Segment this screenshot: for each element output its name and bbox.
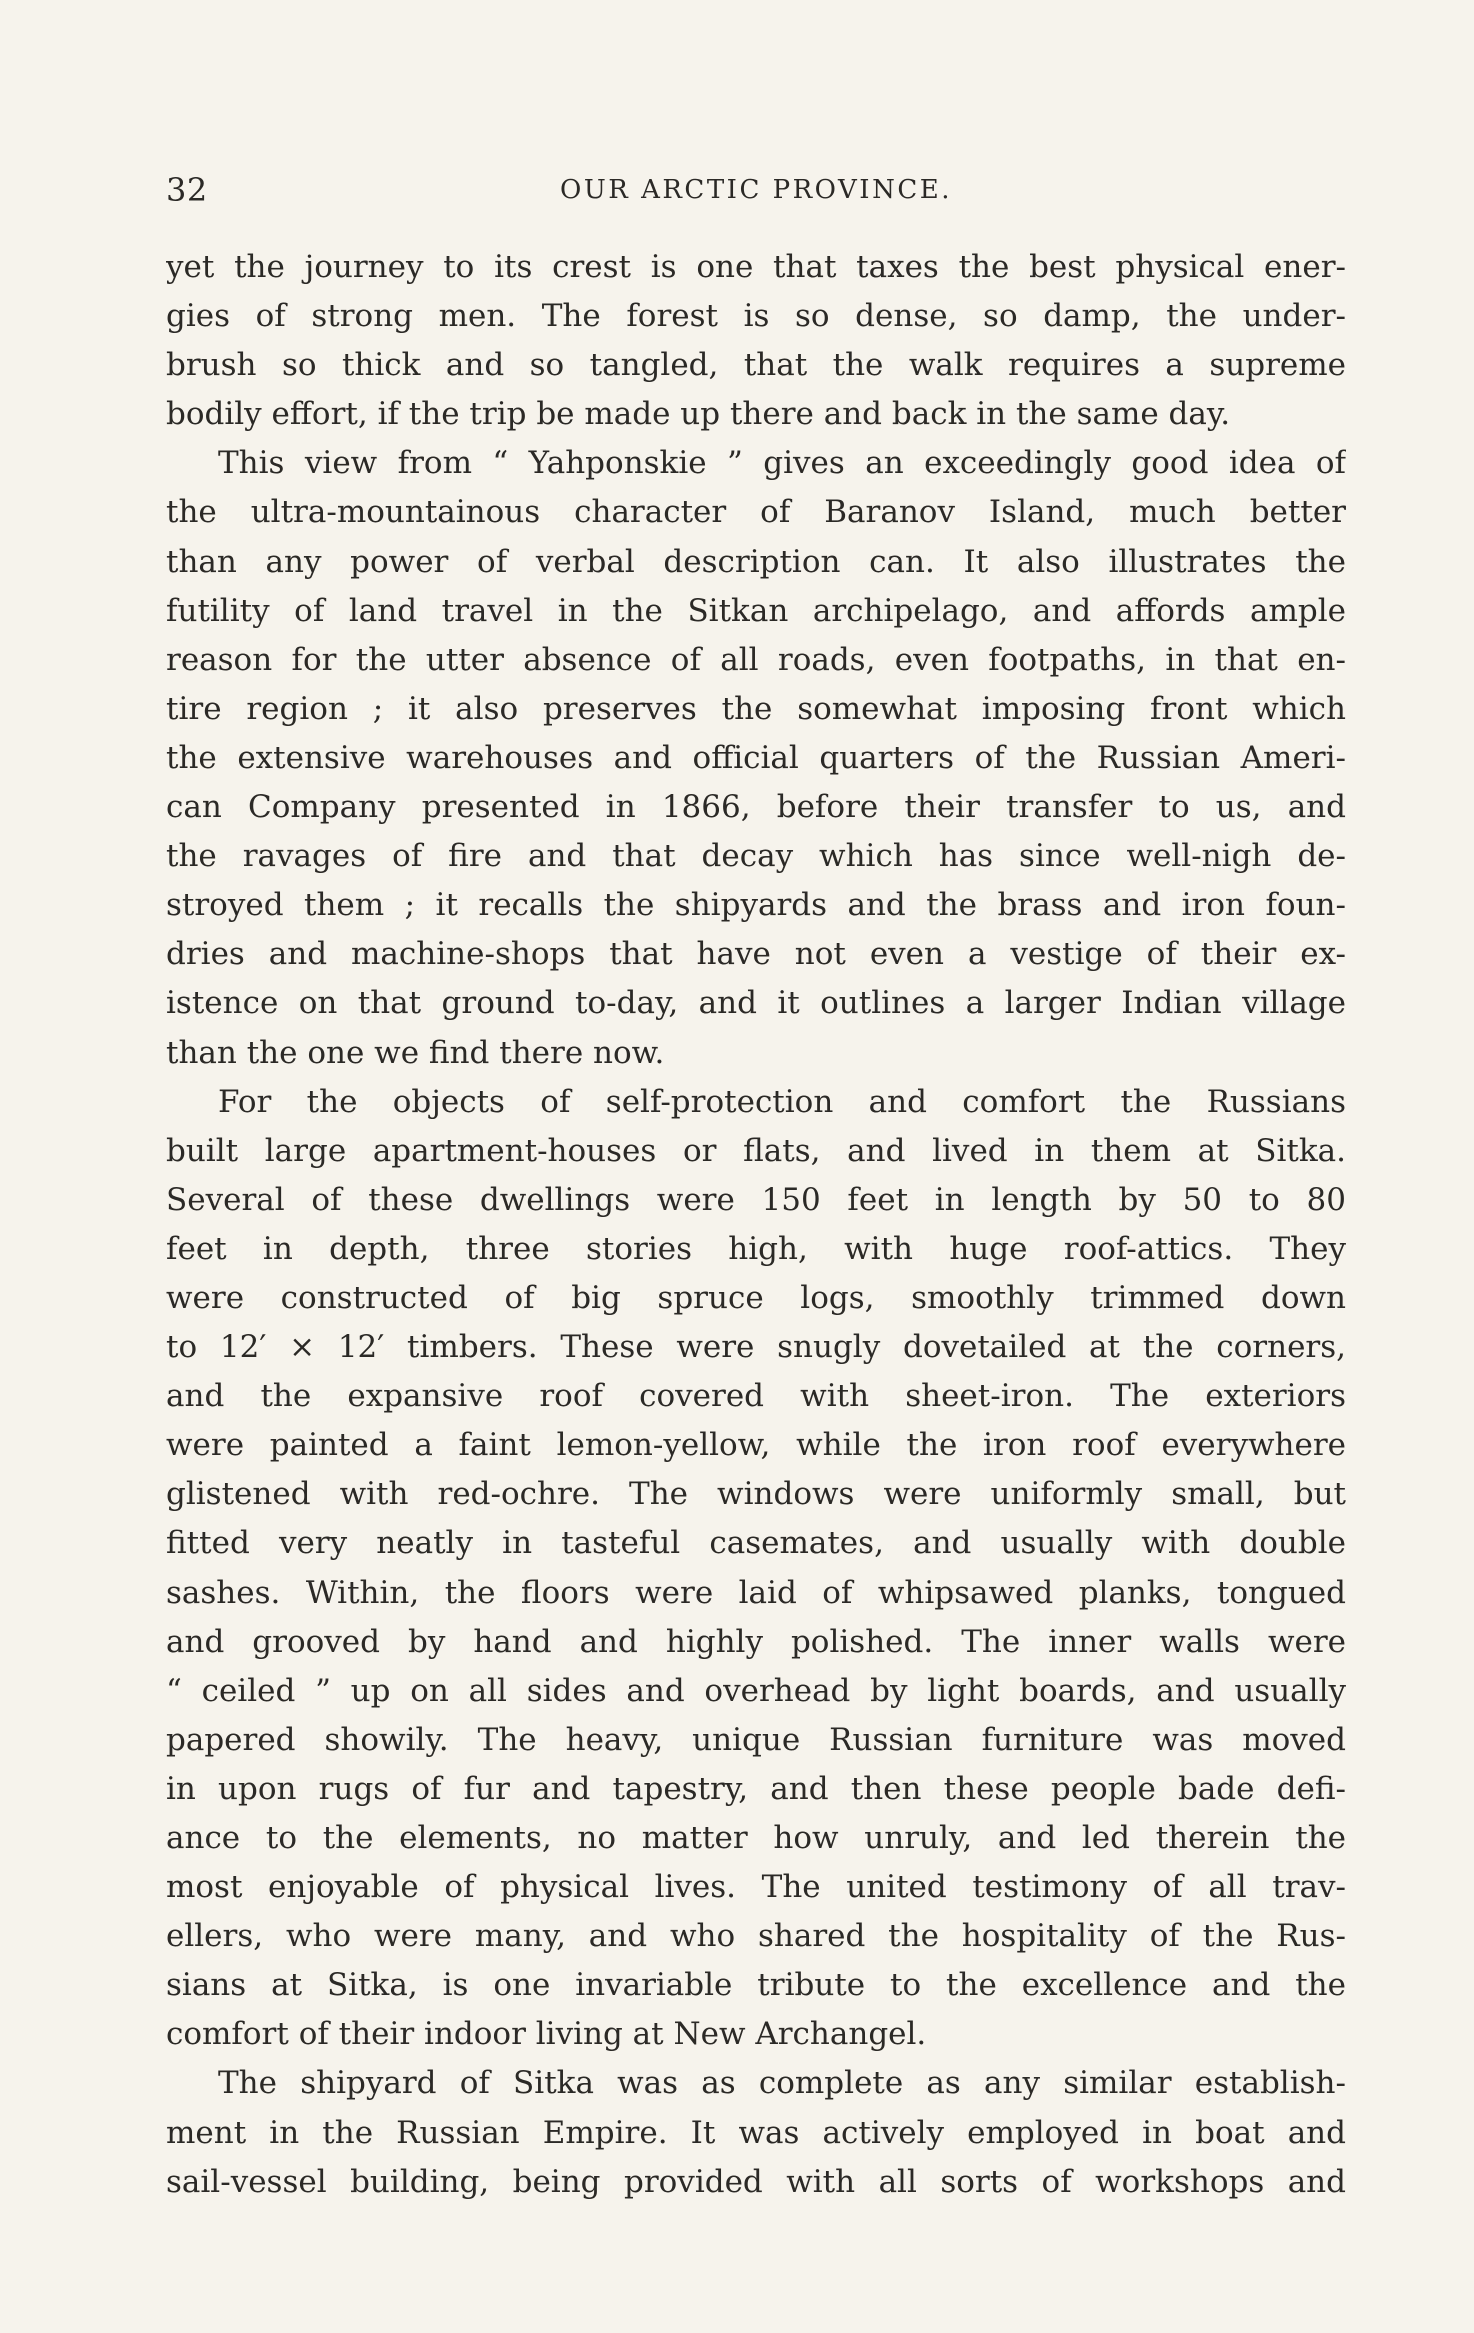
text-line: than any power of verbal description can. It also illustrates the <box>166 543 1346 580</box>
text-line: to 12′ × 12′ timbers. These were snugly dovetailed at the corners, <box>166 1329 1346 1366</box>
text-line: yet the journey to its crest is one that taxes the best physical ener- <box>166 249 1346 285</box>
text-line: The shipyard of Sitka was as complete as any similar establish- <box>218 2065 1346 2102</box>
text-line: dries and machine-shops that have not even a vestige of their ex- <box>166 936 1346 973</box>
text-line: bodily effort, if the trip be made up there and back in the same day. <box>166 396 1231 433</box>
text-line: sians at Sitka, is one invariable tribute to the excellence and the <box>166 1967 1346 2004</box>
body-text <box>166 243 1346 2207</box>
text-line: Several of these dwellings were 150 feet in length by 50 to 80 <box>166 1181 1346 1218</box>
text-line: glistened with red-ochre. The windows were uniformly small, but <box>166 1476 1346 1513</box>
page-number: 32 <box>166 171 208 209</box>
text-line: the extensive warehouses and official quarters of the Russian Ameri- <box>166 739 1346 776</box>
text-line: the ultra-mountainous character of Baranov Island, much better <box>166 494 1346 531</box>
text-line: in upon rugs of fur and tapestry, and then these people bade defi- <box>166 1770 1346 1807</box>
text-line: ment in the Russian Empire. It was actively employed in boat and <box>166 2114 1346 2151</box>
text-line: stroyed them ; it recalls the shipyards and the brass and iron foun- <box>166 887 1346 924</box>
text-line: were painted a faint lemon-yellow, while the iron roof everywhere <box>166 1427 1346 1464</box>
text-line: fitted very neatly in tasteful casemates, and usually with double <box>166 1525 1346 1562</box>
text-line: papered showily. The heavy, unique Russian furniture was moved <box>166 1721 1346 1758</box>
text-line: This view from “ Yahponskie ” gives an exceedingly good idea of <box>218 445 1346 482</box>
text-line: comfort of their indoor living at New Archangel. <box>166 2016 927 2053</box>
running-head <box>166 165 1346 215</box>
text-line: and the expansive roof covered with sheet-iron. The exteriors <box>166 1378 1346 1415</box>
text-line: ellers, who were many, and who shared the hospitality of the Rus- <box>166 1918 1346 1955</box>
text-line: sashes. Within, the floors were laid of whipsawed planks, tongued <box>166 1574 1346 1611</box>
text-line: can Company presented in 1866, before their transfer to us, and <box>166 789 1346 826</box>
text-line: brush so thick and so tangled, that the walk requires a supreme <box>166 347 1346 384</box>
text-line: gies of strong men. The forest is so dense, so damp, the under- <box>166 298 1346 335</box>
text-line: the ravages of fire and that decay which has since well-nigh de- <box>166 838 1346 875</box>
text-line: ance to the elements, no matter how unruly, and led therein the <box>166 1820 1346 1856</box>
text-line: reason for the utter absence of all roads, even footpaths, in that en- <box>166 641 1346 678</box>
text-line: and grooved by hand and highly polished. The inner walls were <box>166 1623 1346 1660</box>
text-line: istence on that ground to-day, and it outlines a larger Indian village <box>166 985 1346 1022</box>
text-line: most enjoyable of physical lives. The united testimony of all trav- <box>166 1869 1346 1906</box>
text-line: were constructed of big spruce logs, smoothly trimmed down <box>166 1279 1346 1316</box>
text-line: For the objects of self-protection and comfort the Russians <box>218 1083 1346 1120</box>
text-line: “ ceiled ” up on all sides and overhead by light boards, and usually <box>166 1672 1346 1709</box>
text-line: sail-vessel building, being provided with all sorts of workshops and <box>166 2163 1346 2200</box>
text-line: feet in depth, three stories high, with huge roof-attics. They <box>166 1230 1346 1267</box>
text-line: built large apartment-houses or flats, and lived in them at Sitka. <box>166 1132 1346 1169</box>
text-line: futility of land travel in the Sitkan archipelago, and affords ample <box>166 592 1346 629</box>
text-line: than the one we find there now. <box>166 1034 665 1071</box>
text-line: tire region ; it also preserves the somewhat imposing front which <box>166 690 1346 727</box>
running-title: OUR ARCTIC PROVINCE. <box>560 175 952 205</box>
